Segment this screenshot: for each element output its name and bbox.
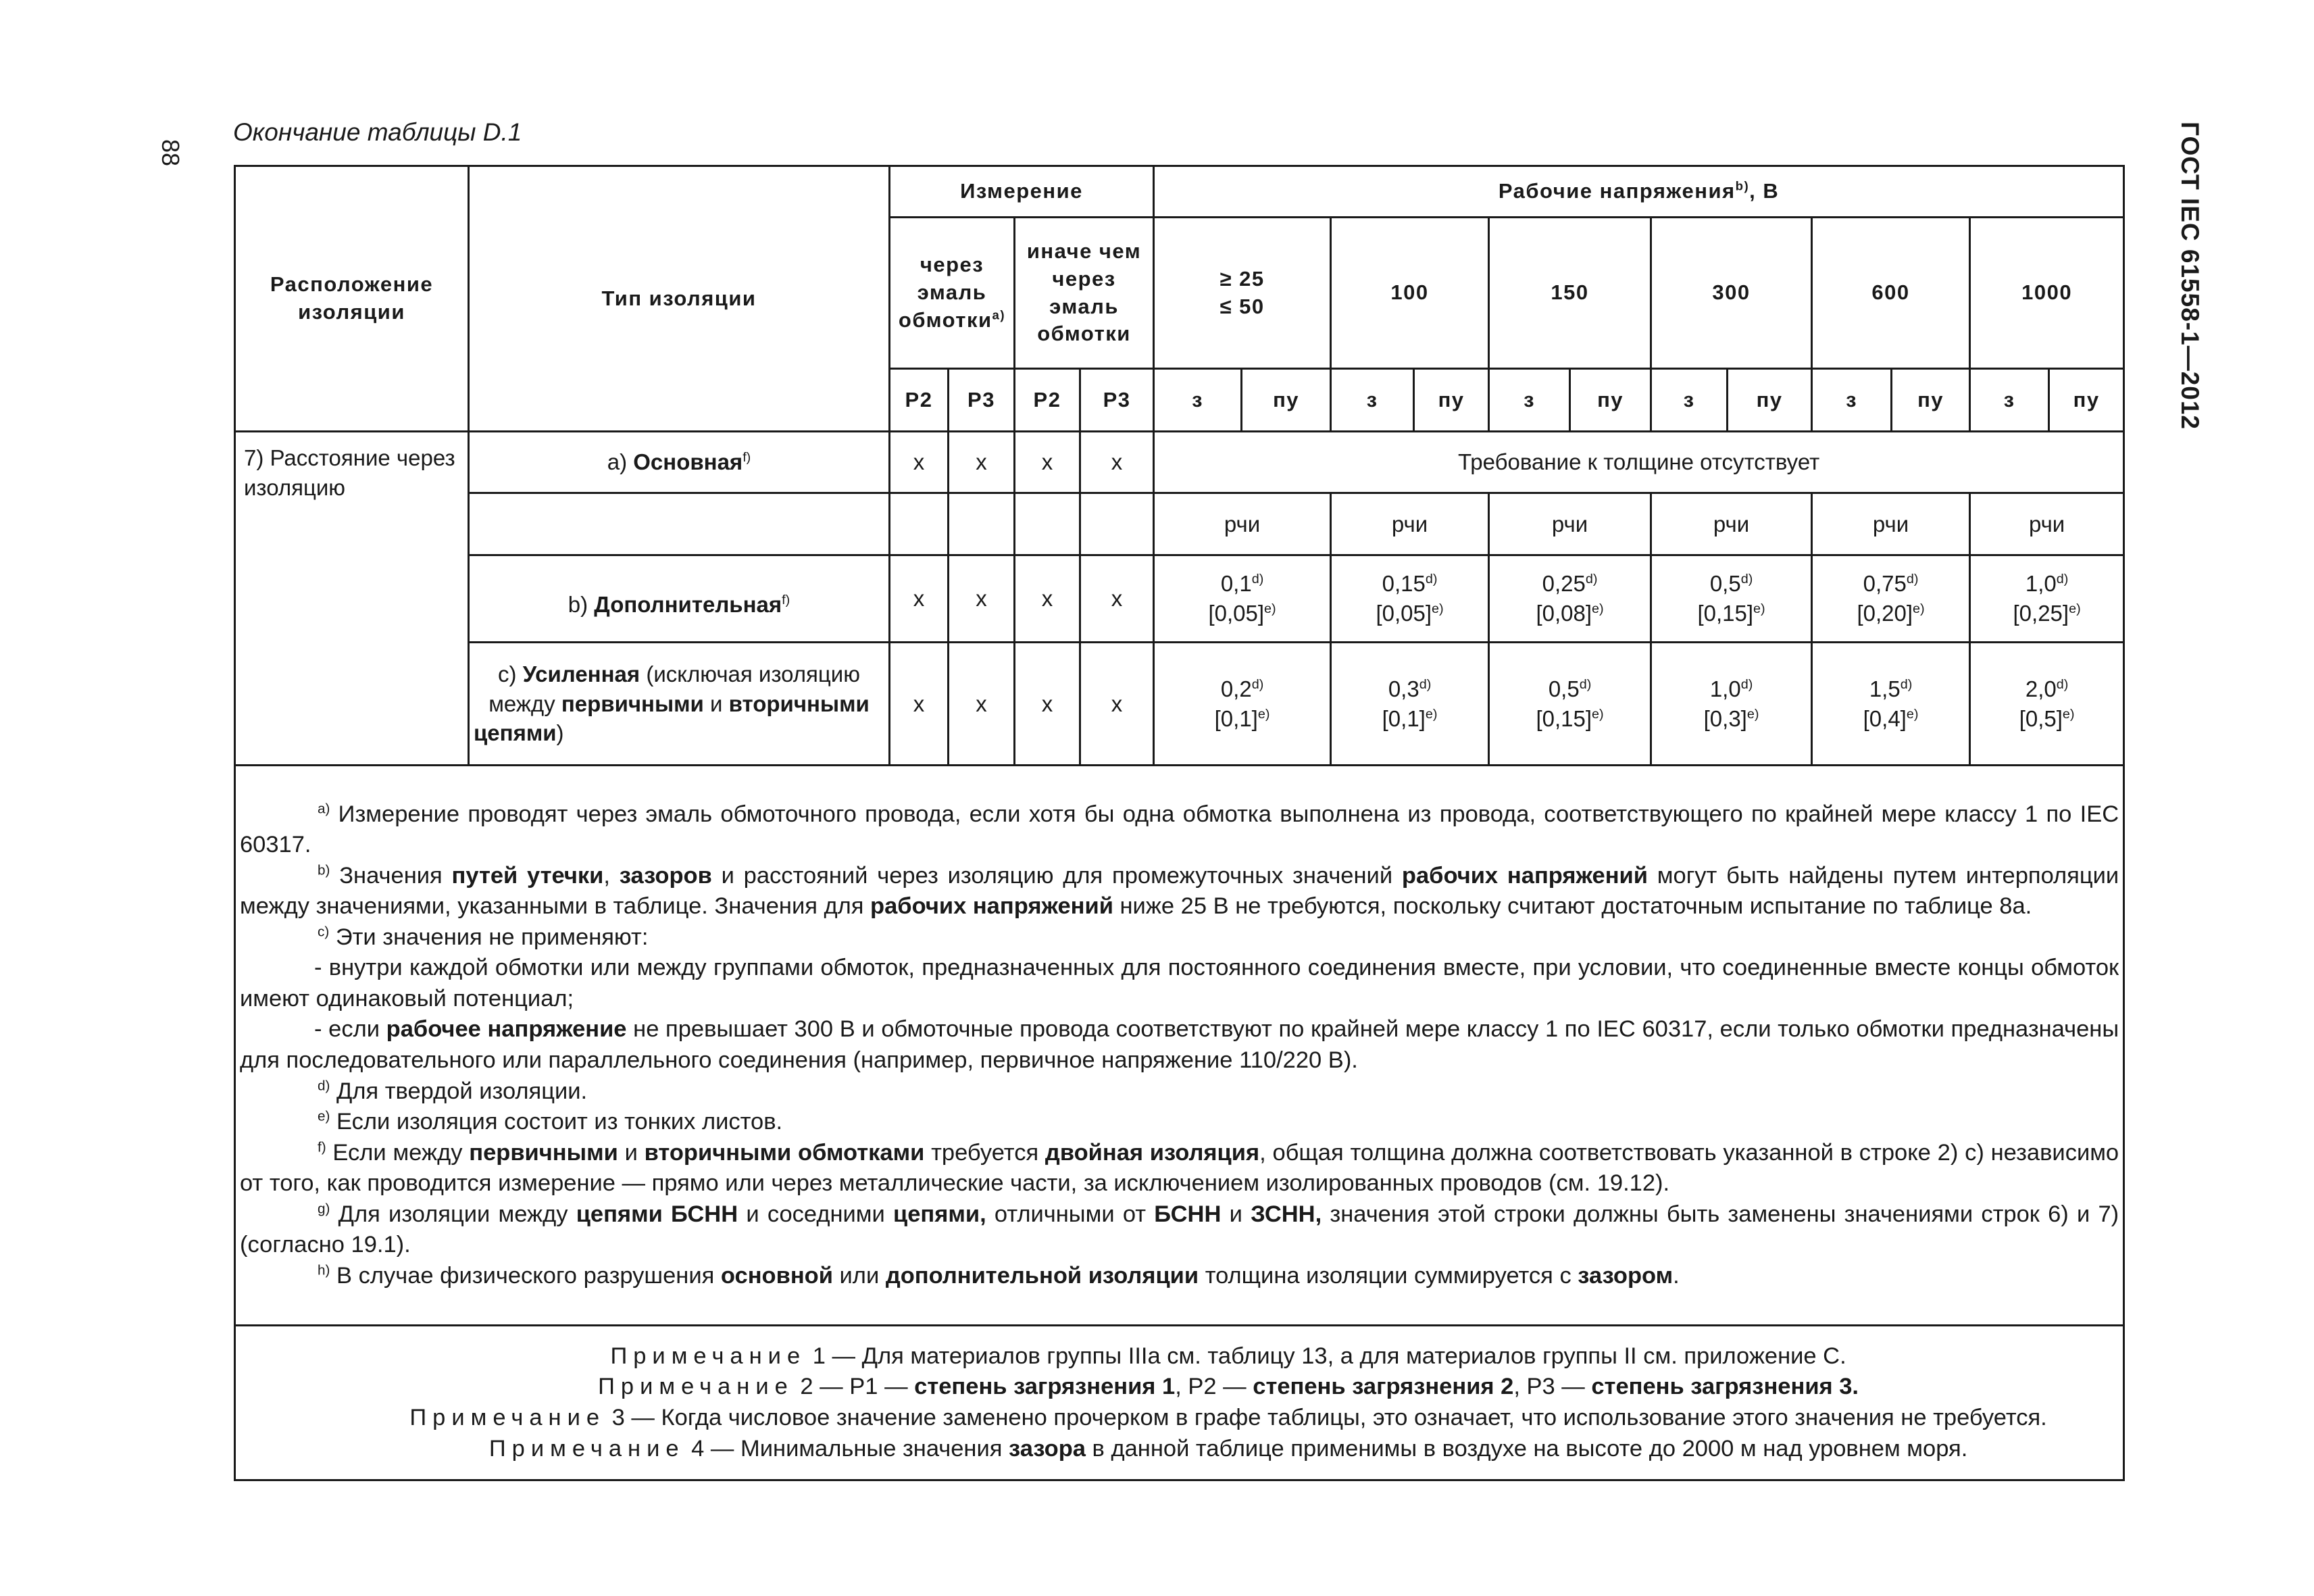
footnotes-block (235, 766, 2124, 1326)
notes-block (235, 1326, 2124, 1480)
header-p2: P2 (890, 369, 949, 432)
supplementary-mark: x (1080, 555, 1154, 643)
header-insulation-type: Тип изоляции (469, 166, 890, 432)
rchi-label: рчи (1331, 493, 1489, 555)
header-sub-z: з (1970, 369, 2049, 432)
header-sub-pu: пу (2049, 369, 2124, 432)
footnote-c-item-2: - если рабочее напряжение не превышает 300 В и обмоточные провода соответствуют по крайней мере классу 1 по IEC 60317, если только обмотки предназначены для последовательного или параллельного соединения (например, первичное напряжение 110/220 В). (240, 1016, 2119, 1073)
reinforced-mark: x (949, 643, 1015, 766)
note-2: Примечание 2 — P1 — степень загрязнения 1, P2 — степень загрязнения 2, P3 — степень загрязнения 3. (598, 1374, 1859, 1400)
footnote-e: $^{e)}$ Если изоляция состоит из тонких листов. (318, 1108, 783, 1135)
rchi-label: рчи (1154, 493, 1331, 555)
empty-cell (469, 493, 890, 555)
reinforced-mark: x (1080, 643, 1154, 766)
footnote-c-item-1: - внутри каждой обмотки или между группами обмоток, предназначенных для постоянного соединения вместе, при условии, что соединенные вместе концы обмоток имеют одинаковый потенциал; (240, 955, 2119, 1012)
rchi-label: рчи (1970, 493, 2124, 555)
header-sub-pu: пу (1414, 369, 1489, 432)
supplementary-value-600: 0,75$^{d)}$ $[0,20]^{e)}$ (1812, 555, 1970, 643)
supplementary-value-100: 0,15$^{d)}$ $[0,05]^{e)}$ (1331, 555, 1489, 643)
header-working-voltages: Рабочие напряжения$^{b)}$, В (1154, 166, 2124, 218)
supplementary-mark: x (1015, 555, 1080, 643)
footnote-b: $^{b)}$ Значения путей утечки, зазоров и расстояний через изоляцию для промежуточных значений рабочих напряжений могут быть найдены путем интерполяции между значениями, указанными в таблице. Значения для рабочих напряжений ниже 25 В не требуются, поскольку считают достаточным испытание по таблице 8а. (240, 862, 2119, 920)
empty-cell (1080, 493, 1154, 555)
header-through-enamel: через эмаль обмотки$^{a)}$ (890, 218, 1015, 369)
header-voltage-100: 100 (1331, 218, 1489, 369)
insulation-table (234, 165, 2125, 1481)
reinforced-insulation-label: c) Усиленная (исключая изоляцию между первичными и вторичными цепями) (469, 643, 890, 766)
footnote-g: $^{g)}$ Для изоляции между цепями БСНН и соседними цепями, отличными от БСНН и ЗСНН, значения этой строки должны быть заменены значениями строк 6) и 7) (согласно 19.1). (240, 1201, 2119, 1258)
header-sub-z: з (1154, 369, 1242, 432)
rchi-label: рчи (1651, 493, 1812, 555)
reinforced-value-300: 1,0$^{d)}$ $[0,3]^{e)}$ (1651, 643, 1812, 766)
empty-cell (890, 493, 949, 555)
basic-mark: x (890, 432, 949, 493)
supplementary-value-25-50: 0,1$^{d)}$ $[0,05]^{e)}$ (1154, 555, 1331, 643)
footnote-h: $^{h)}$ В случае физического разрушения основной или дополнительной изоляции толщина изоляции суммируется с зазором. (318, 1262, 1680, 1289)
header-sub-z: з (1812, 369, 1892, 432)
header-location: Расположение изоляции (235, 166, 469, 432)
reinforced-value-1000: 2,0$^{d)}$ $[0,5]^{e)}$ (1970, 643, 2124, 766)
header-sub-z: з (1489, 369, 1570, 432)
header-voltage-600: 600 (1812, 218, 1970, 369)
supplementary-value-150: 0,25$^{d)}$ $[0,08]^{e)}$ (1489, 555, 1651, 643)
rchi-label: рчи (1489, 493, 1651, 555)
basic-insulation-label: a) Основная$^{f)}$ (469, 432, 890, 493)
reinforced-value-100: 0,3$^{d)}$ $[0,1]^{e)}$ (1331, 643, 1489, 766)
footnote-f: $^{f)}$ Если между первичными и вторичными обмотками требуется двойная изоляция, общая толщина должна соответствовать указанной в строке 2) c) независимо от того, как проводится измерение — прямо или через металлические части, за исключением изолированных проводов (см. 19.12). (240, 1139, 2119, 1197)
footnote-c: $^{c)}$ Эти значения не применяют: (318, 924, 649, 950)
reinforced-mark: x (890, 643, 949, 766)
standard-designation: ГОСТ IEC 61558-1—2012 (2176, 122, 2204, 430)
header-voltage-25-50: ≥ 25 ≤ 50 (1154, 218, 1331, 369)
empty-cell (949, 493, 1015, 555)
rchi-label: рчи (1812, 493, 1970, 555)
reinforced-value-25-50: 0,2$^{d)}$ $[0,1]^{e)}$ (1154, 643, 1331, 766)
reinforced-mark: x (1015, 643, 1080, 766)
supplementary-insulation-label: b) Дополнительная$^{f)}$ (469, 555, 890, 643)
location-cell: 7) Расстояние через изоляцию (235, 432, 469, 766)
header-p3: P3 (949, 369, 1015, 432)
note-1: Примечание 1 — Для материалов группы IIIa см. таблицу 13, а для материалов группы II см. приложение C. (610, 1343, 1846, 1369)
header-p2: P2 (1015, 369, 1080, 432)
table-caption: Окончание таблицы D.1 (233, 118, 522, 146)
header-voltage-300: 300 (1651, 218, 1812, 369)
header-sub-z: з (1331, 369, 1414, 432)
header-other-than-enamel: иначе чем через эмаль обмотки (1015, 218, 1154, 369)
basic-mark: x (1080, 432, 1154, 493)
header-sub-z: з (1651, 369, 1728, 432)
header-voltage-150: 150 (1489, 218, 1651, 369)
header-p3: P3 (1080, 369, 1154, 432)
basic-requirement: Требование к толщине отсутствует (1154, 432, 2124, 493)
supplementary-value-300: 0,5$^{d)}$ $[0,15]^{e)}$ (1651, 555, 1812, 643)
page-number: 88 (157, 139, 184, 167)
header-sub-pu: пу (1570, 369, 1651, 432)
note-3: Примечание 3 — Когда числовое значение заменено прочерком в графе таблицы, это означает, что использование этого значения не требуется. (409, 1405, 2047, 1430)
header-voltage-1000: 1000 (1970, 218, 2124, 369)
supplementary-value-1000: 1,0$^{d)}$ $[0,25]^{e)}$ (1970, 555, 2124, 643)
header-sub-pu: пу (1242, 369, 1331, 432)
empty-cell (1015, 493, 1080, 555)
supplementary-mark: x (949, 555, 1015, 643)
footnote-d: $^{d)}$ Для твердой изоляции. (318, 1078, 588, 1104)
header-sub-pu: пу (1728, 369, 1812, 432)
note-4: Примечание 4 — Минимальные значения зазора в данной таблице применимы в воздухе на высоте до 2000 м над уровнем моря. (488, 1435, 1968, 1462)
basic-mark: x (949, 432, 1015, 493)
supplementary-mark: x (890, 555, 949, 643)
footnote-a: $^{a)}$ Измерение проводят через эмаль обмоточного провода, если хотя бы одна обмотка выполнена из провода, соответствующего по крайней мере классу 1 по IEC 60317. (240, 801, 2119, 858)
reinforced-value-150: 0,5$^{d)}$ $[0,15]^{e)}$ (1489, 643, 1651, 766)
reinforced-value-600: 1,5$^{d)}$ $[0,4]^{e)}$ (1812, 643, 1970, 766)
header-measurement: Измерение (890, 166, 1154, 218)
header-sub-pu: пу (1892, 369, 1970, 432)
basic-mark: x (1015, 432, 1080, 493)
